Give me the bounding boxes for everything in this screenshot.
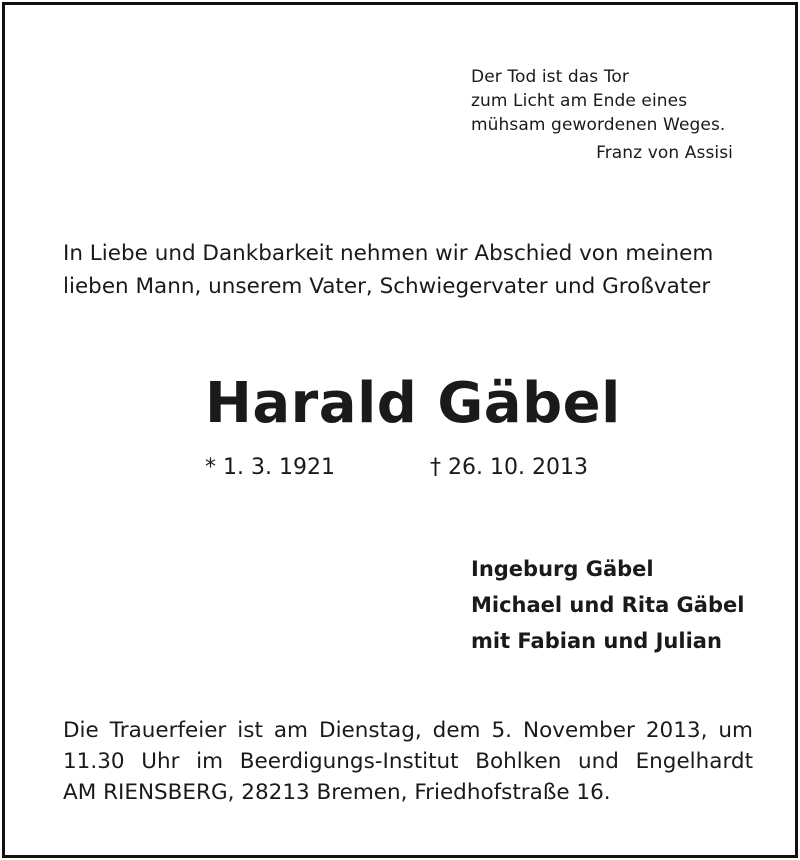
family-signatures (471, 551, 744, 659)
motto-line: zum Licht am Ende eines (471, 91, 688, 111)
intro-text (63, 237, 763, 303)
obituary-frame (2, 2, 798, 858)
motto-author: Franz von Assisi (596, 143, 733, 163)
funeral-notice (63, 715, 753, 808)
birth-date: * 1. 3. 1921 (205, 455, 335, 480)
family-member: Michael und Rita Gäbel (471, 593, 745, 617)
motto-line: Der Tod ist das Tor (471, 67, 629, 87)
motto-line: mühsam gewordenen Weges. (471, 115, 726, 135)
funeral-line: 11.30 Uhr im Beerdigungs-Institut Bohlken und Engelhardt (63, 749, 753, 774)
intro-line: In Liebe und Dankbarkeit nehmen wir Abschied von meinem (63, 241, 714, 266)
deceased-name: Harald Gäbel (205, 371, 621, 436)
family-member: Ingeburg Gäbel (471, 557, 654, 581)
funeral-line: AM RIENSBERG, 28213 Bremen, Friedhofstraße 16. (63, 780, 611, 805)
death-date: † 26. 10. 2013 (430, 455, 588, 480)
motto-quote (471, 65, 751, 165)
intro-line: lieben Mann, unserem Vater, Schwiegervater und Großvater (63, 274, 711, 299)
funeral-line: Die Trauerfeier ist am Dienstag, dem 5. November 2013, um (63, 718, 753, 743)
family-member: mit Fabian und Julian (471, 629, 722, 653)
